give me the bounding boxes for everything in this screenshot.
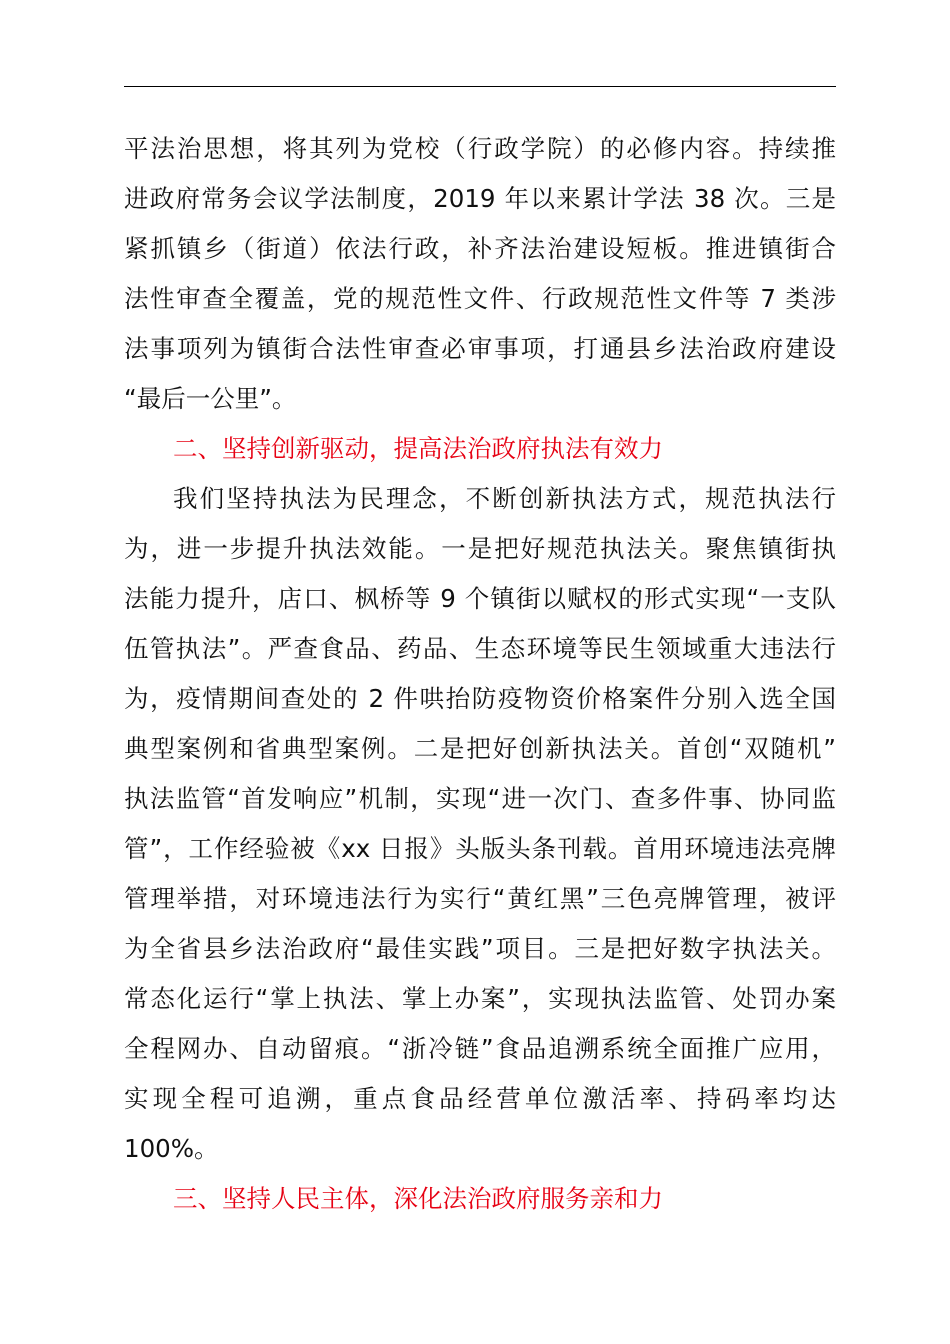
body-line: 进政府常务会议学法制度，2019 年以来累计学法 38 次。三是 xyxy=(124,184,836,213)
body-line: 典型案例和省典型案例。二是把好创新执法关。首创“双随机” xyxy=(124,734,836,763)
body-line: 平法治思想，将其列为党校（行政学院）的必修内容。持续推 xyxy=(124,134,836,163)
section-heading: 二、坚持创新驱动，提高法治政府执法有效力 xyxy=(173,434,663,463)
section-heading: 三、坚持人民主体，深化法治政府服务亲和力 xyxy=(173,1184,663,1213)
body-line: 紧抓镇乡（街道）依法行政，补齐法治建设短板。推进镇街合 xyxy=(124,234,836,263)
body-line: 全程网办、自动留痕。“浙冷链”食品追溯系统全面推广应用， xyxy=(124,1034,836,1063)
body-line: 100%。 xyxy=(124,1134,219,1163)
body-line: 为全省县乡法治政府“最佳实践”项目。三是把好数字执法关。 xyxy=(124,934,836,963)
body-line: “最后一公里”。 xyxy=(124,384,297,413)
body-line: 我们坚持执法为民理念，不断创新执法方式，规范执法行 xyxy=(173,484,836,513)
body-line: 为，疫情期间查处的 2 件哄抬防疫物资价格案件分别入选全国 xyxy=(124,684,836,713)
body-line: 管理举措，对环境违法行为实行“黄红黑”三色亮牌管理，被评 xyxy=(124,884,836,913)
body-line: 法能力提升，店口、枫桥等 9 个镇街以赋权的形式实现“一支队 xyxy=(124,584,836,613)
body-line: 为，进一步提升执法效能。一是把好规范执法关。聚焦镇街执 xyxy=(124,534,836,563)
header-rule xyxy=(124,86,836,87)
document-body xyxy=(124,124,836,1224)
body-line: 管”，工作经验被《xx 日报》头版头条刊载。首用环境违法亮牌 xyxy=(124,834,836,863)
body-line: 常态化运行“掌上执法、掌上办案”，实现执法监管、处罚办案 xyxy=(124,984,836,1013)
body-line: 伍管执法”。严查食品、药品、生态环境等民生领域重大违法行 xyxy=(124,634,836,663)
body-line: 实现全程可追溯，重点食品经营单位激活率、持码率均达 xyxy=(124,1084,836,1113)
body-line: 执法监管“首发响应”机制，实现“进一次门、查多件事、协同监 xyxy=(124,784,836,813)
body-line: 法性审查全覆盖，党的规范性文件、行政规范性文件等 7 类涉 xyxy=(124,284,836,313)
body-line: 法事项列为镇街合法性审查必审事项，打通县乡法治政府建设 xyxy=(124,334,836,363)
